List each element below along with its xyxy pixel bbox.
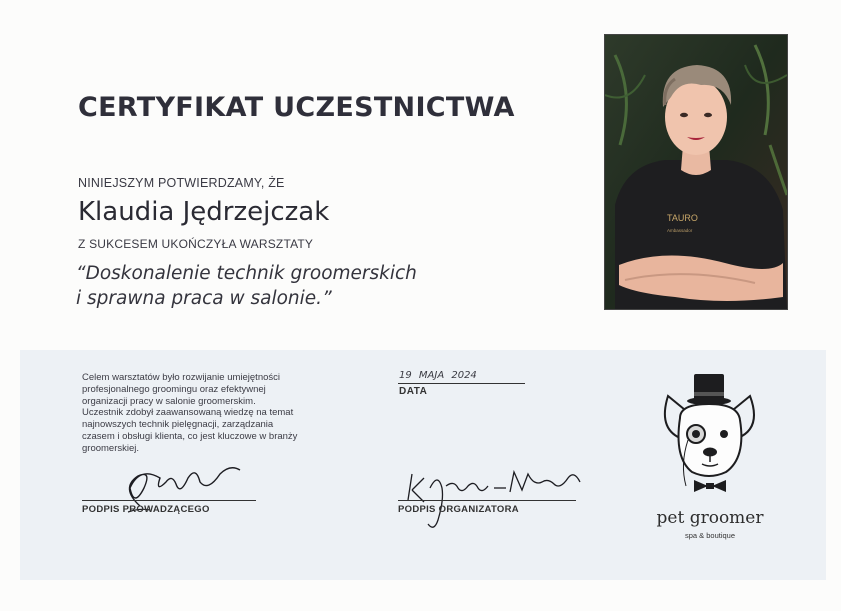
completion-text: Z SUKCESEM UKOŃCZYŁA WARSZTATY (78, 237, 314, 251)
workshop-title-line: i sprawna praca w salonie.” (76, 288, 332, 309)
shirt-logo-subtext: Ambassador (667, 228, 693, 233)
workshop-title (76, 261, 496, 311)
certificate-title: CERTYFIKAT UCZESTNICTWA (78, 92, 515, 123)
description-line: Celem warsztatów było rozwijanie umiejętności (82, 372, 280, 383)
instructor-signature-line (82, 500, 256, 501)
organizer-signature-line (398, 500, 576, 501)
workshop-description (82, 372, 342, 455)
description-line: Uczestnik zdobył zaawansowaną wiedzę na temat (82, 407, 294, 419)
description-line: groomerskiej. (82, 442, 140, 454)
pet-groomer-dog-logo (650, 368, 770, 508)
date-value: 19 MAJA 2024 (399, 370, 477, 381)
brand-tagline: spa & boutique (684, 531, 736, 540)
description-line: profesjonalnego groomingu oraz efektywnej (82, 383, 266, 395)
participant-name: Klaudia Jędrzejczak (78, 197, 330, 227)
description-line: organizacji pracy w salonie groomerskim. (82, 395, 256, 407)
description-line: czasem i obsługi klienta, co jest kluczowe w branży (82, 430, 298, 442)
instructor-signature-label: PODPIS PROWADZĄCEGO (82, 504, 210, 515)
shirt-logo-text: TAURO (667, 213, 698, 223)
participant-photo (604, 34, 788, 310)
description-line: najnowszych technik pielęgnacji, zarządzania (82, 419, 274, 431)
confirmation-text: NINIEJSZYM POTWIERDZAMY, ŻE (78, 176, 285, 190)
date-label: DATA (399, 386, 428, 397)
brand-name: pet groomer (656, 508, 764, 528)
workshop-title-line: “Doskonalenie technik groomerskich (76, 263, 417, 284)
organizer-signature-label: PODPIS ORGANIZATORA (398, 504, 519, 515)
date-underline (398, 383, 525, 384)
